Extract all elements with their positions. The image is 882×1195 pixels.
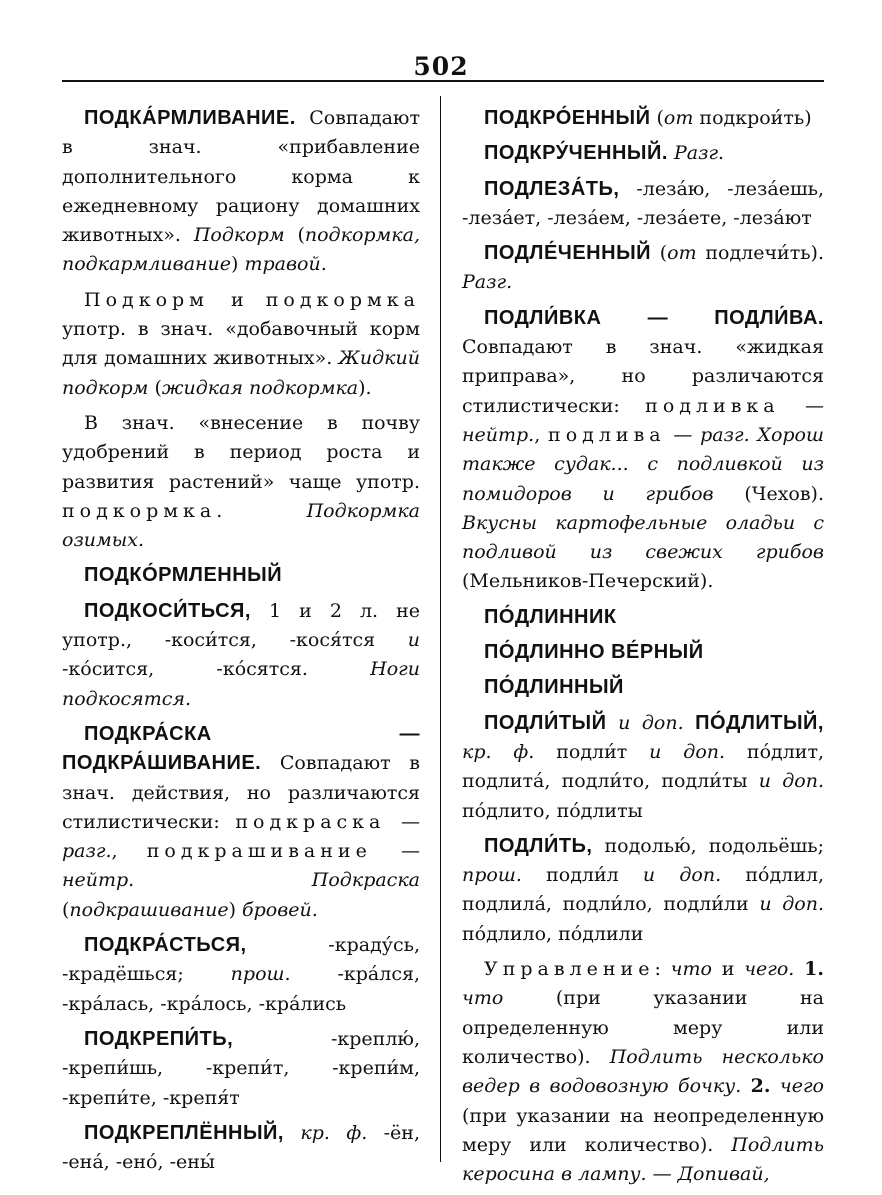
spaced-word: подкрашивание <box>146 840 372 863</box>
entry-podkositsya <box>62 597 420 714</box>
text <box>134 869 312 891</box>
example: Жидкий подкорм <box>62 347 420 399</box>
spaced-word: подкраска <box>235 810 386 833</box>
text: -леза́ю, -леза́ешь, -леза́ет, -леза́ем, -леза́ете, -леза́ют <box>462 177 824 229</box>
text: и <box>208 288 266 311</box>
style-label: разг. <box>700 423 750 446</box>
italic-note: и доп. <box>758 770 824 793</box>
sense-number: 2. <box>750 1075 771 1098</box>
italic-note: кр. ф. <box>462 740 535 763</box>
style-label: нейтр. <box>62 869 135 892</box>
headword: ПО́ДЛИННО ВЕ́РНЫЙ <box>484 641 704 664</box>
text: -ко́сится, -ко́сятся. <box>62 658 371 681</box>
headword: ПОДКРУ́ЧЕННЫЙ. <box>484 142 668 165</box>
headword: ПОДКО́РМЛЕННЫЙ <box>84 564 283 587</box>
text: (при указании на определенную меру или количество). <box>462 987 824 1068</box>
italic-note: и доп. <box>649 740 726 763</box>
entry-podlityi <box>462 709 824 826</box>
spaced-word: подливка <box>645 394 780 417</box>
example: Ноги подкосятся. <box>62 658 420 710</box>
example: подкормка, подкармливание <box>62 224 421 276</box>
headword: ПОДКРЕПЛЁННЫЙ, <box>84 1121 284 1144</box>
text: — <box>665 423 701 446</box>
text: , <box>111 840 147 863</box>
headword: ПО́ДЛИННЫЙ <box>484 676 624 699</box>
text: по́длит, подлита́, подли́то, подли́ты <box>462 740 824 793</box>
spaced-word: подлива <box>548 423 666 446</box>
headword: ПОДКРО́ЕННЫЙ <box>484 107 651 129</box>
headword: ПОДЛИ́ТЫЙ <box>484 711 607 734</box>
text: ( <box>148 376 162 399</box>
example: Подкормка озимых. <box>62 499 420 552</box>
headword: ПОДКА́РМЛИВАНИЕ. <box>84 107 296 129</box>
text: ( <box>284 224 305 247</box>
text: употр. в знач. «добавочный корм для домашних животных». <box>62 318 420 370</box>
text: (при указании на неопределенную меру или количество). <box>462 1104 824 1156</box>
italic-note: прош. <box>230 963 291 986</box>
italic-note: от <box>663 107 694 129</box>
spaced-word: подкормка <box>62 499 217 522</box>
entry-podlechennyi <box>462 239 824 298</box>
example: Подкорм <box>193 224 285 247</box>
italic-note: что <box>670 958 712 981</box>
text: -ён, -ена́, -ено́, -ены́ <box>62 1121 420 1174</box>
example: Подлить керосина в лампу. — Допивай, <box>462 1133 824 1186</box>
style-label: разг. <box>62 840 112 863</box>
text: Совпадают в знач. «прибавление дополнительного корма к ежедневному рациону домашних животных». <box>62 107 420 247</box>
page-number: 502 <box>413 52 469 81</box>
text: по́длило, по́длили <box>462 922 644 945</box>
headword-variant: ПО́ДЛИТЫЙ, <box>695 711 824 734</box>
text: . <box>216 499 307 522</box>
headword: ПОДКРА́СТЬСЯ, <box>84 934 247 957</box>
text: ( <box>650 107 664 129</box>
text: подолью́, подольёшь; <box>592 834 824 857</box>
entry-podlezat <box>462 175 824 234</box>
headword: ПО́ДЛИННИК <box>484 605 617 628</box>
italic-note: и доп. <box>618 711 684 734</box>
text: подлечи́ть). <box>696 242 825 265</box>
text: ). <box>358 376 372 399</box>
style-label: Разг. <box>673 142 725 165</box>
italic-note: что <box>462 987 504 1010</box>
text: 1 и 2 л. не употр., -коси́тся, -кося́тся <box>62 599 420 652</box>
text: ( <box>651 242 668 265</box>
entry-podlinnyi <box>462 673 824 702</box>
text: -краду́сь, -крадёшься; <box>62 934 420 986</box>
text: ) <box>228 898 243 921</box>
text: -креплю́, -крепи́шь, -крепи́т, -крепи́м, -крепи́те, -крепя́т <box>62 1027 420 1109</box>
headword: ПОДЛЕЗА́ТЬ, <box>484 177 620 200</box>
headword: ПОДКРЕПИ́ТЬ, <box>84 1027 234 1050</box>
text: — <box>779 394 824 417</box>
entry-podlinnik <box>462 603 824 632</box>
headword: ПОДЛИ́ТЬ, <box>484 834 593 857</box>
italic-note: от <box>667 242 697 265</box>
header-rule <box>62 80 824 82</box>
example: Подлить несколько ведер в водовозную бочку. <box>462 1045 824 1098</box>
text <box>771 1075 780 1097</box>
headword: ПОДКОСИ́ТЬСЯ, <box>84 599 251 622</box>
text: — <box>385 810 421 833</box>
headword: ПОДЛИ́ВКА — ПОДЛИ́ВА. <box>484 306 824 329</box>
text: ( <box>62 898 70 921</box>
entry-podlinno-vernyi <box>462 638 824 667</box>
entry-podlit-government <box>462 955 824 1189</box>
text: подли́л <box>521 864 643 887</box>
example: жидкая подкормка <box>161 376 359 399</box>
entry-podkreplennyi <box>62 1119 420 1178</box>
entry-podkraska <box>62 720 420 925</box>
entry-podkrastsya <box>62 931 420 1019</box>
text: (Мельников-Печерский). <box>462 570 714 593</box>
entry-podlivka <box>462 304 824 597</box>
italic-note: прош. <box>462 864 522 887</box>
italic-note: чего <box>779 1075 824 1098</box>
text <box>607 712 619 734</box>
text: по́длито, по́длиты <box>462 799 643 822</box>
entry-podkorm-usage <box>62 286 420 403</box>
text: ) <box>231 253 245 276</box>
left-column <box>62 104 420 1183</box>
entry-podkarmlivanie <box>62 104 420 280</box>
italic-note: кр. ф. <box>300 1121 368 1144</box>
italic-note: чего. <box>744 958 795 981</box>
headword: ПОДЛЕ́ЧЕННЫЙ <box>484 242 652 265</box>
text: В знач. «внесение в почву удобрений в период роста и развития растений» чаще употр. <box>62 411 420 493</box>
example: Подкраска <box>311 869 420 892</box>
text <box>684 712 696 734</box>
italic-note: и <box>407 629 420 652</box>
style-label: Разг. <box>462 271 513 294</box>
example: травой. <box>244 253 327 276</box>
text: подкрои́ть) <box>693 107 812 129</box>
entry-podlit <box>462 832 824 949</box>
italic-note: и доп. <box>642 864 722 887</box>
headword: ПОДКРА́СКА — ПОДКРА́ШИВАНИЕ. <box>62 722 420 775</box>
italic-note: и доп. <box>759 893 824 916</box>
example: Вкусны картофельные оладьи с подливой из свежих грибов <box>462 511 824 564</box>
entry-podkroennyi <box>462 104 824 133</box>
entry-podkormlennyi <box>62 561 420 590</box>
right-column <box>462 104 824 1195</box>
text: по́длил, подлила́, подли́ло, подли́ли <box>462 864 824 916</box>
text: , <box>534 423 549 446</box>
column-divider <box>440 96 441 1162</box>
example: бровей. <box>242 898 318 921</box>
entry-podkrepit <box>62 1025 420 1113</box>
entry-podkruchennyi <box>462 139 824 168</box>
text: (Чехов). <box>713 482 825 505</box>
example: Хорош также судак... с подливкой из помидоров и грибов <box>462 423 824 505</box>
text: — <box>371 840 420 863</box>
text: Совпадают в знач. «жидкая приправа», но различаются стилистически: <box>462 336 824 417</box>
text: Совпадают в знач. действия, но различаются стилистически: <box>62 752 420 833</box>
spaced-word: подкормка <box>265 288 420 311</box>
spaced-word: Подкорм <box>84 288 209 311</box>
text: -кра́лся, -кра́лась, -кра́лось, -кра́лись <box>62 963 420 1015</box>
text <box>794 958 804 980</box>
text: подли́т <box>534 740 650 763</box>
style-label: нейтр. <box>462 423 535 446</box>
text <box>284 1122 300 1144</box>
spaced-word: Управление <box>484 958 655 981</box>
example: подкрашивание <box>69 898 229 921</box>
text: и <box>711 958 745 981</box>
entry-podkormka-usage <box>62 409 420 555</box>
text <box>741 1075 750 1097</box>
text: : <box>654 958 671 981</box>
sense-number: 1. <box>804 958 824 981</box>
